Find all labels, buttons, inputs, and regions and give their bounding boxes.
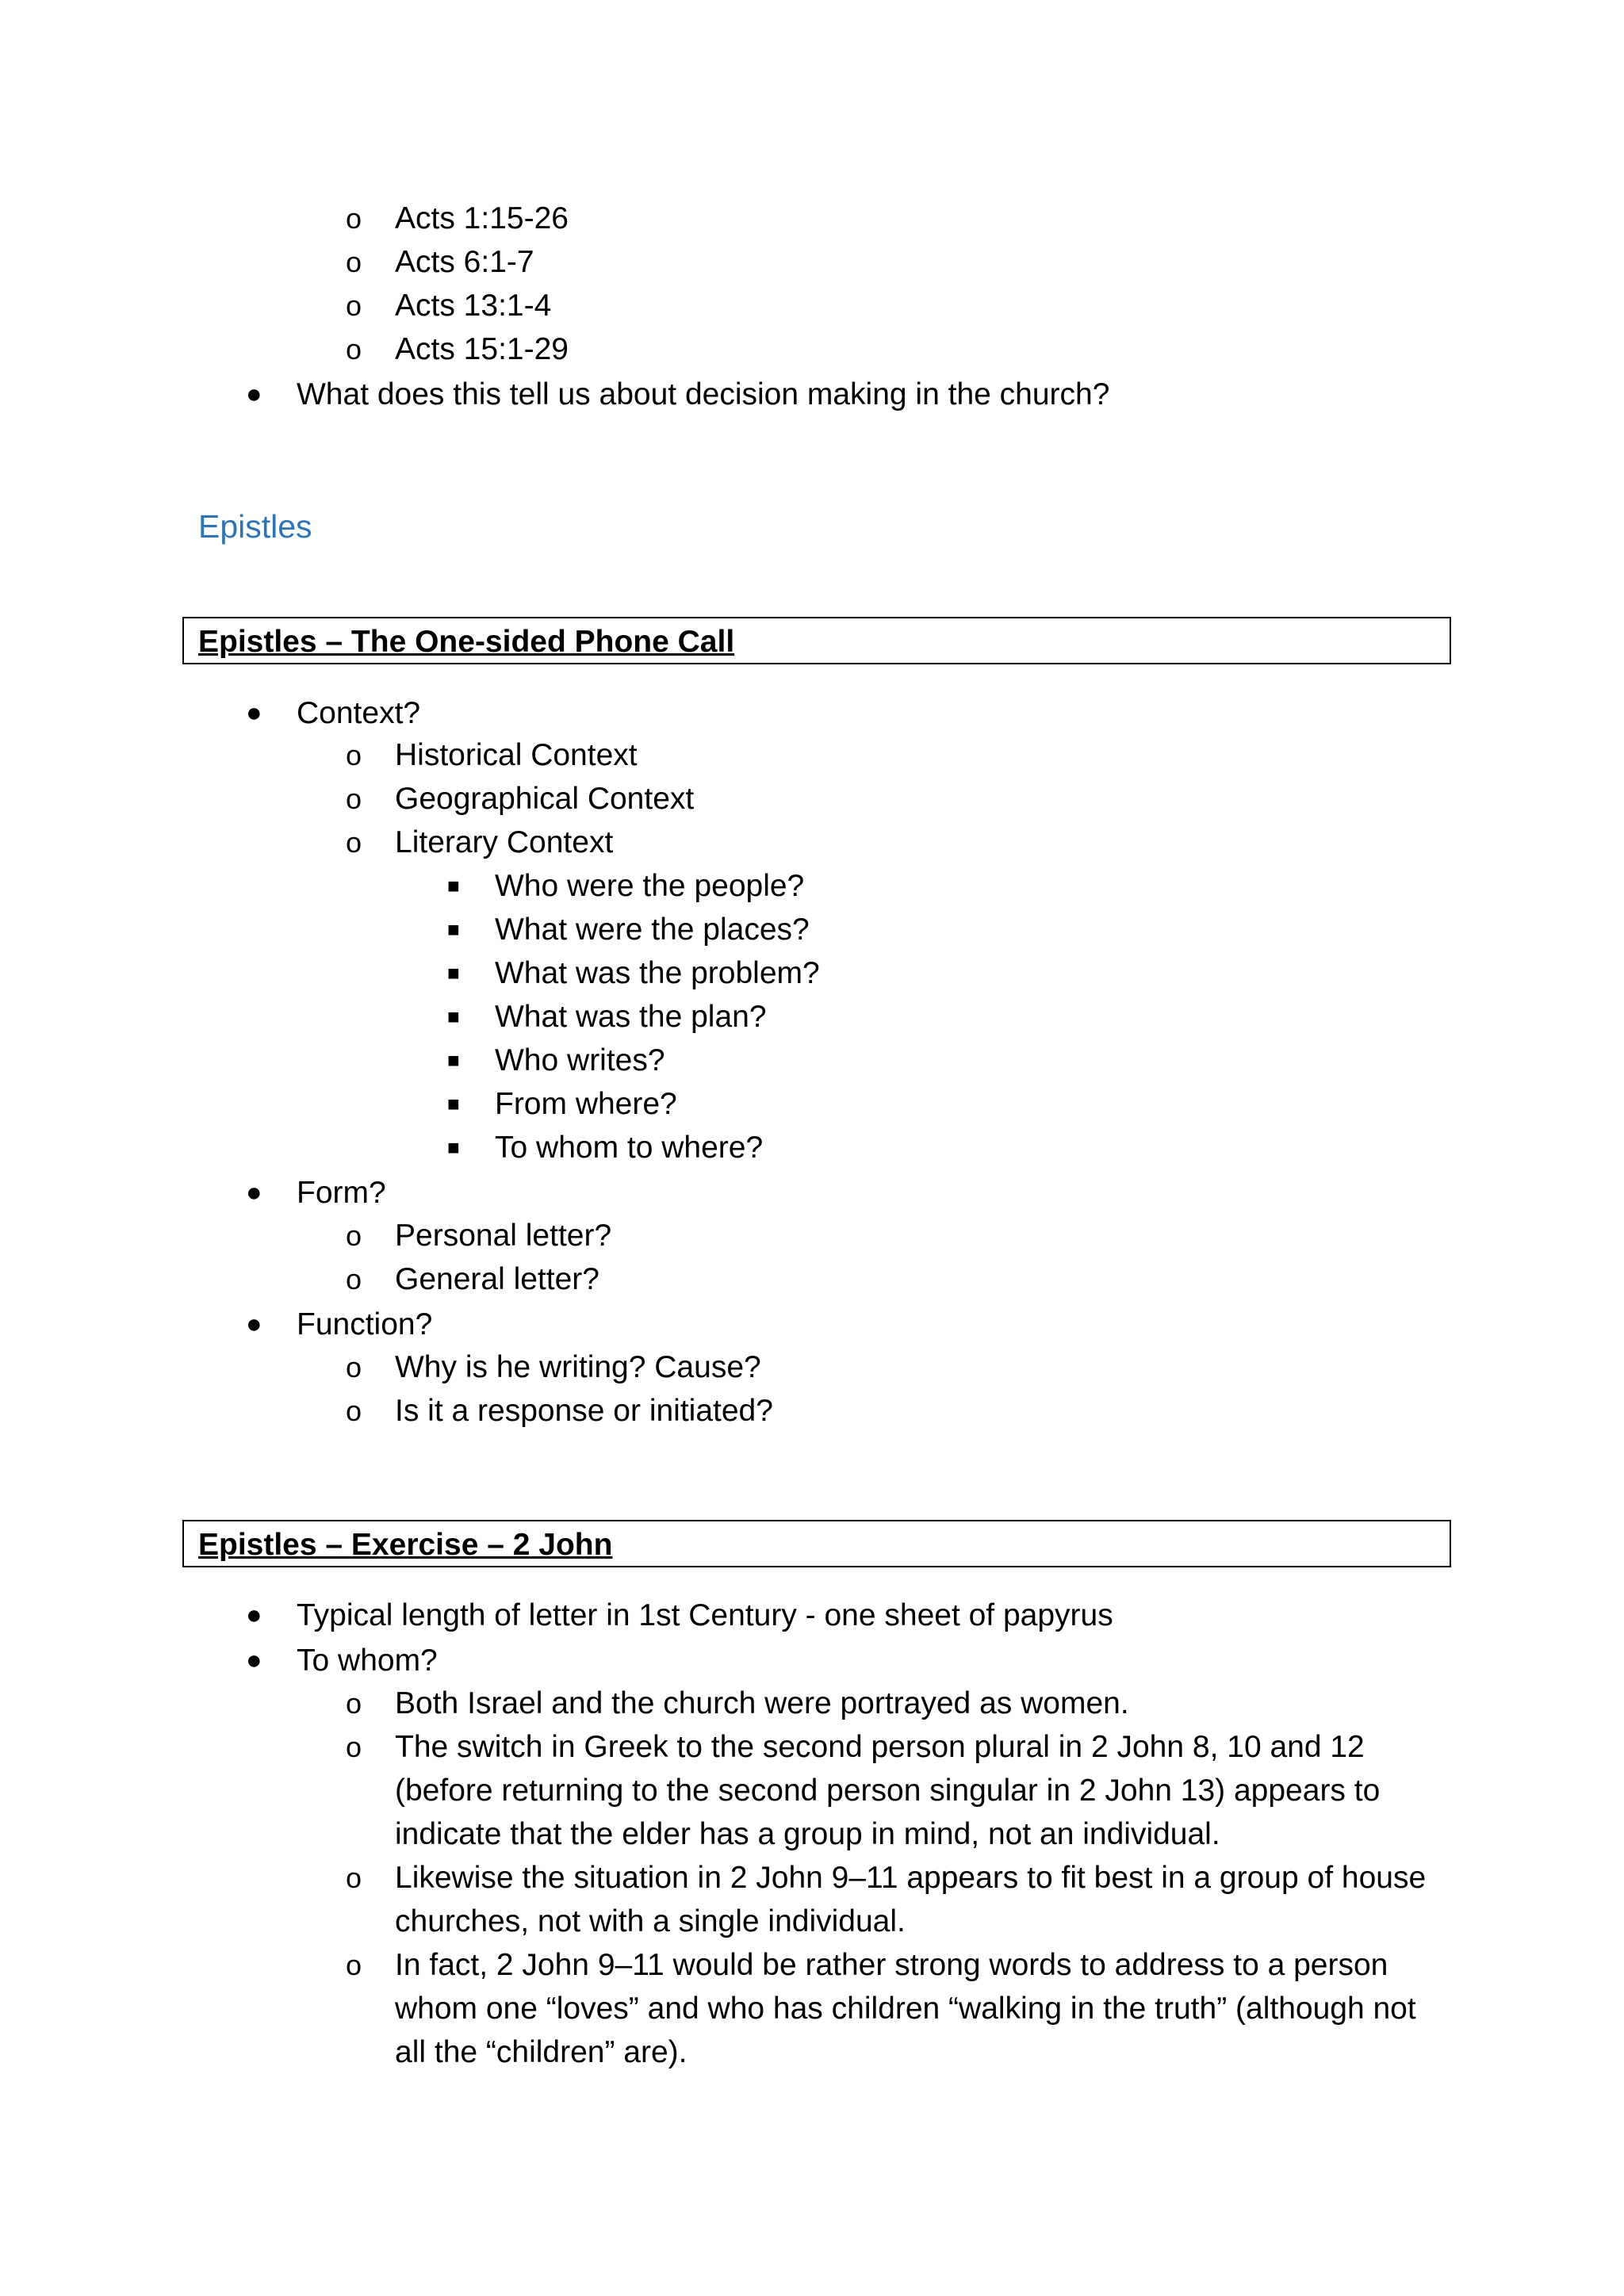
literary-question: To whom to where? (495, 1131, 764, 1165)
square-bullet-icon: ■ (447, 1092, 460, 1115)
typical-length-item: Typical length of letter in 1st Century - one sheet of papyrus (297, 1598, 1113, 1632)
circle-bullet-icon: o (346, 739, 362, 771)
to-whom-point-line: (before returning to the second person singular in 2 John 13) appears to (395, 1774, 1381, 1808)
section-heading: Epistles (198, 508, 312, 545)
acts-ref-item: Acts 15:1-29 (395, 332, 569, 366)
circle-bullet-icon: o (346, 202, 362, 235)
disc-bullet-icon: ● (246, 379, 262, 409)
to-whom-point-line: all the “children” are). (395, 2035, 688, 2069)
context-subitem: Historical Context (395, 738, 638, 772)
square-bullet-icon: ■ (447, 961, 460, 985)
box1-title: Epistles – The One-sided Phone Call (198, 625, 735, 659)
circle-bullet-icon: o (346, 1949, 362, 1981)
function-item: Function? (297, 1307, 433, 1341)
context-subitem: Geographical Context (395, 782, 695, 816)
acts-ref-item: Acts 1:15-26 (395, 201, 569, 235)
circle-bullet-icon: o (346, 333, 362, 365)
to-whom-point-line: Likewise the situation in 2 John 9–11 appears to fit best in a group of house (395, 1861, 1427, 1895)
square-bullet-icon: ■ (447, 1048, 460, 1072)
circle-bullet-icon: o (346, 1731, 362, 1763)
literary-question: Who were the people? (495, 869, 805, 903)
box2-title: Epistles – Exercise – 2 John (198, 1528, 613, 1562)
box2-title-frame (182, 1520, 1451, 1567)
acts-ref-item: Acts 13:1-4 (395, 289, 552, 323)
disc-bullet-icon: ● (246, 1309, 262, 1339)
function-subitem: Why is he writing? Cause? (395, 1350, 761, 1384)
form-subitem: General letter? (395, 1262, 599, 1296)
to-whom-point-line: Both Israel and the church were portrayed as women. (395, 1686, 1129, 1720)
disc-bullet-icon: ● (246, 1645, 262, 1675)
disc-bullet-icon: ● (246, 1177, 262, 1207)
circle-bullet-icon: o (346, 1395, 362, 1427)
to-whom-item: To whom? (297, 1644, 438, 1678)
square-bullet-icon: ■ (447, 1135, 460, 1159)
circle-bullet-icon: o (346, 1687, 362, 1720)
literary-question: Who writes? (495, 1043, 665, 1077)
context-subitem: Literary Context (395, 825, 614, 859)
circle-bullet-icon: o (346, 826, 362, 859)
to-whom-point-line: indicate that the elder has a group in mind, not an individual. (395, 1817, 1220, 1851)
literary-question: What was the problem? (495, 956, 820, 990)
form-subitem: Personal letter? (395, 1219, 612, 1253)
literary-question: What was the plan? (495, 1000, 767, 1034)
function-subitem: Is it a response or initiated? (395, 1394, 773, 1428)
square-bullet-icon: ■ (447, 874, 460, 897)
literary-question: From where? (495, 1087, 677, 1121)
to-whom-point-line: churches, not with a single individual. (395, 1904, 906, 1938)
circle-bullet-icon: o (346, 1263, 362, 1295)
to-whom-point-line: In fact, 2 John 9–11 would be rather strong words to address to a person (395, 1948, 1388, 1982)
to-whom-point-line: The switch in Greek to the second person plural in 2 John 8, 10 and 12 (395, 1730, 1365, 1764)
box1-title-frame (182, 617, 1451, 664)
acts-ref-item: Acts 6:1-7 (395, 245, 534, 279)
circle-bullet-icon: o (346, 1862, 362, 1894)
disc-bullet-icon: ● (246, 698, 262, 728)
circle-bullet-icon: o (346, 1219, 362, 1252)
context-item: Context? (297, 696, 421, 730)
square-bullet-icon: ■ (447, 1004, 460, 1028)
circle-bullet-icon: o (346, 289, 362, 322)
circle-bullet-icon: o (346, 1351, 362, 1383)
decision-question: What does this tell us about decision making in the church? (297, 377, 1110, 411)
form-item: Form? (297, 1176, 386, 1210)
circle-bullet-icon: o (346, 783, 362, 815)
disc-bullet-icon: ● (246, 1600, 262, 1630)
circle-bullet-icon: o (346, 246, 362, 278)
to-whom-point-line: whom one “loves” and who has children “walking in the truth” (although not (395, 1992, 1416, 2026)
literary-question: What were the places? (495, 913, 810, 947)
square-bullet-icon: ■ (447, 917, 460, 941)
